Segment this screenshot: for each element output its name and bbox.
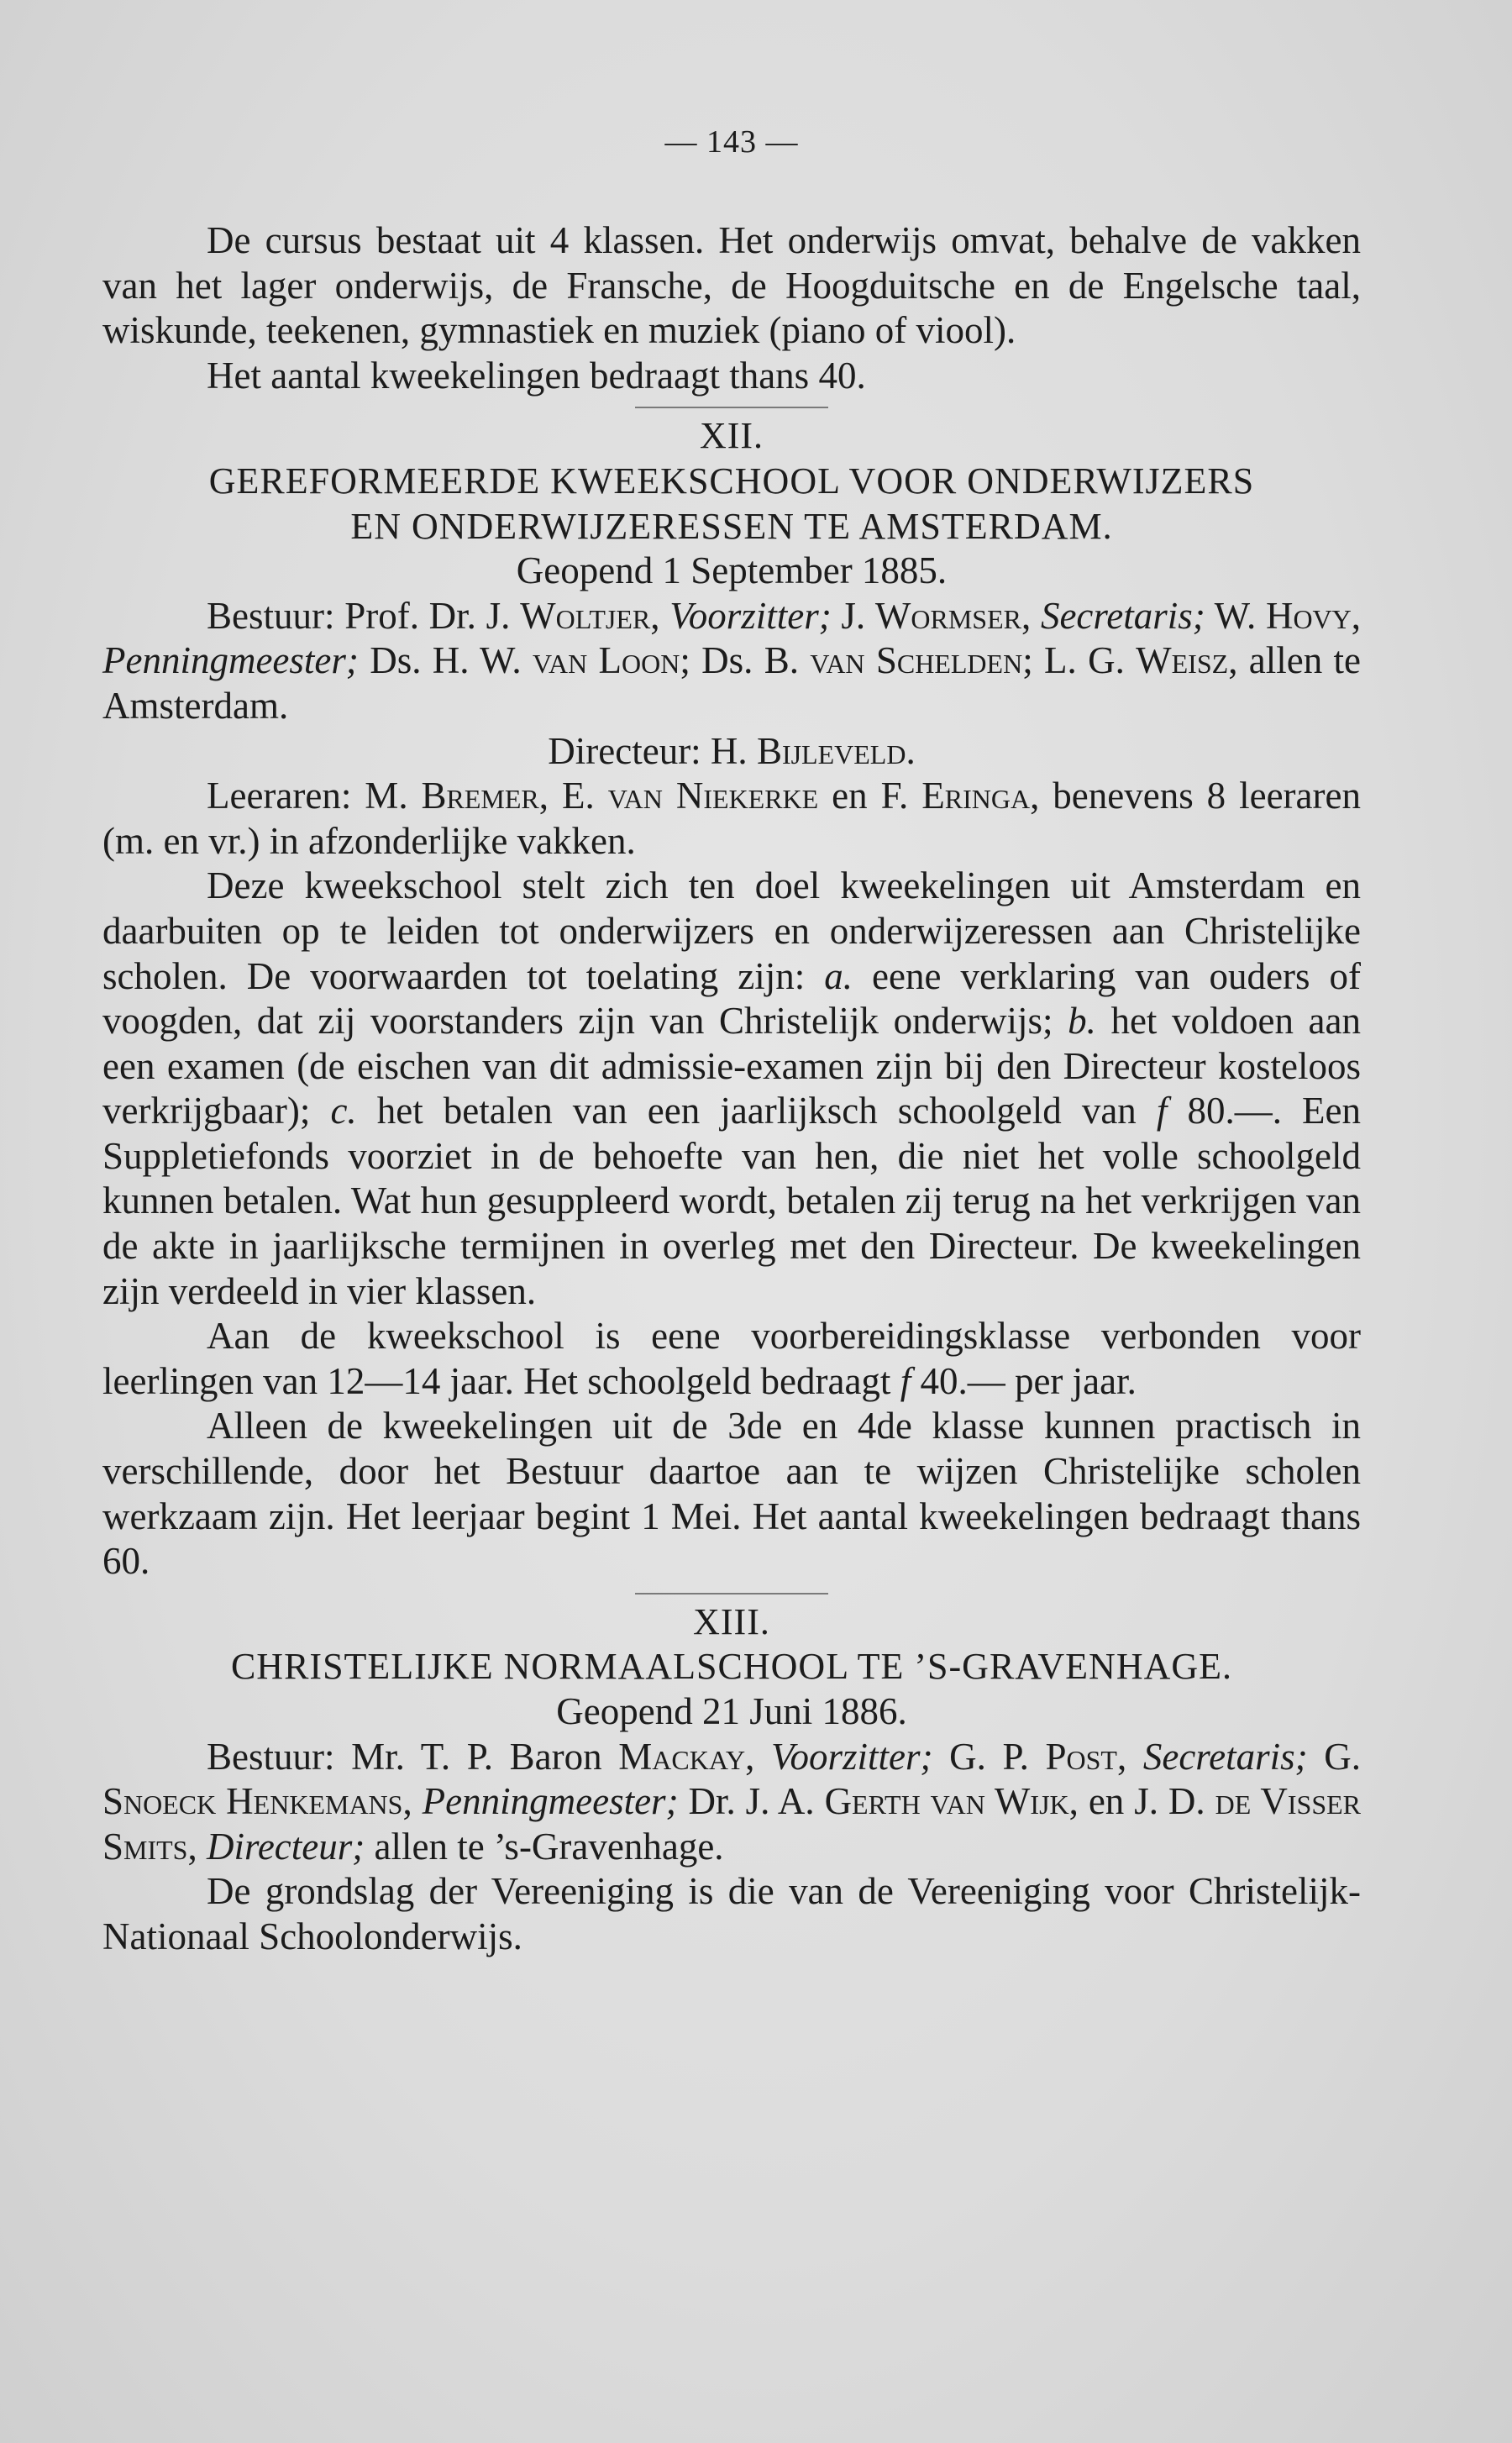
person-name: van Niekerke	[607, 775, 819, 817]
person-name: van Loon	[532, 639, 680, 682]
role-title: Secretaris;	[1142, 1735, 1308, 1778]
text-run: Ds. H. W.	[358, 639, 533, 682]
text-run: het betalen van een jaarlijksch schoolgeld van	[356, 1090, 1157, 1132]
list-letter: c.	[330, 1090, 357, 1132]
person-name: Gerth van Wijk	[824, 1780, 1069, 1823]
text-run: G. P.	[932, 1735, 1046, 1778]
person-name: Wormser	[874, 594, 1021, 637]
section-title-line: CHRISTELIJKE NORMAALSCHOOL TE ’S-GRAVENHAGE.	[230, 1646, 1233, 1688]
paragraph-bestuur: Bestuur: Mr. T. P. Baron Mackay, Voorzitter; G. P. Post, Secretaris; G. Snoeck Henkemans, Penningmeester; Dr. J. A. Gerth van Wijk, en J. D. de Visser Smits, Directeur; allen te ’s-Gravenhage.	[102, 1735, 1362, 1868]
person-name: Hovy	[1265, 594, 1352, 637]
role-title: Penningmeester;	[422, 1780, 679, 1823]
leeraren-label: Leeraren: M.	[207, 775, 422, 817]
person-name: Post	[1045, 1735, 1117, 1778]
paragraph-doel	[102, 864, 1361, 1314]
section-title-line: EN ONDERWIJZERESSEN TE AMSTERDAM.	[350, 505, 1113, 547]
text-run: J.	[831, 594, 875, 637]
role-title: Voorzitter;	[771, 1735, 933, 1778]
paragraph-cursus: De cursus bestaat uit 4 klassen. Het onderwijs omvat, behalve de vakken van het lager onderwijs, de Fransche, de Hoogduitsche en de Engelsche taal, wiskunde, teekenen, gymnastiek en muziek (piano of viool).	[102, 219, 1361, 352]
person-name: Weisz	[1136, 639, 1229, 682]
role-title: Penningmeester;	[102, 639, 359, 682]
person-name: Eringa	[921, 775, 1031, 817]
text-column	[102, 126, 1361, 1960]
paragraph-directeur	[102, 729, 1361, 775]
list-letter: a.	[824, 954, 853, 997]
text-run: Aan de kweekschool is eene voorbereidingsklasse verbonden voor leerlingen van 12—14 jaar. Het schoolgeld bedraagt	[102, 1315, 1361, 1402]
person-name: Woltjer	[520, 594, 651, 637]
text-run: allen te ’s-Gravenhage.	[365, 1825, 724, 1868]
person-name: Mackay	[618, 1735, 746, 1778]
paragraph-leeraren	[102, 774, 1361, 864]
person-name: de Visser Smits	[102, 1780, 1362, 1868]
florin-sign: f	[1156, 1090, 1168, 1132]
person-name: van Schelden	[810, 639, 1023, 682]
text-run: Deze kweekschool stelt zich ten doel kweekelingen uit Amsterdam en daarbuiten op te leiden tot onderwijzers en onderwijzeressen aan Christelijke scholen. De voorwaarden tot toelating zijn:	[102, 864, 1361, 997]
paragraph-bestuur: Bestuur: Prof. Dr. J. Woltjer, Voorzitter; J. Wormser, Secretaris; W. Hovy, Penningmeester; Ds. H. W. van Loon; Ds. B. van Schelden; L. G. Weisz, allen te Amsterdam.	[102, 594, 1362, 727]
section-number: XIII.	[693, 1600, 770, 1642]
text-run: en F.	[818, 775, 922, 817]
section-number: XII.	[699, 415, 764, 457]
text-run: .	[906, 729, 916, 772]
page-number: — 143 —	[664, 124, 799, 160]
person-name: Bremer	[421, 775, 539, 817]
bestuur-label: Bestuur: Mr. T. P. Baron	[207, 1735, 619, 1778]
paragraph-aantal: Het aantal kweekelingen bedraagt thans 40.	[207, 354, 866, 397]
text-run: ; L. G.	[1022, 639, 1137, 682]
opening-date: Geopend 21 Juni 1886.	[556, 1690, 907, 1732]
bestuur-label: Bestuur: Prof. Dr. J.	[207, 594, 521, 637]
paragraph-alleen: Alleen de kweekelingen uit de 3de en 4de klasse kunnen practisch in verschillende, door het Bestuur daartoe aan te wijzen Christelijke scholen werkzaam zijn. Het leerjaar begint 1 Mei. Het aantal kweekelingen bedraagt thans 60.	[102, 1405, 1361, 1583]
text-run: , en J. D.	[1068, 1780, 1215, 1823]
opening-date: Geopend 1 September 1885.	[516, 549, 948, 592]
text-run: , benevens 8 leeraren (m. en vr.) in afzonderlijke vakken.	[102, 775, 1361, 862]
text-run: het voldoen aan een examen (de eischen van dit admissie-examen zijn bij den Directeur kosteloos verkrijgbaar);	[102, 1000, 1361, 1132]
text-run: ; Ds. B.	[680, 639, 811, 682]
person-name: Snoeck Henkemans	[102, 1780, 403, 1823]
text-run: eene verklaring van ouders of voogden, dat zij voorstanders zijn van Christelijk onderwijs;	[102, 954, 1361, 1043]
directeur-label: Directeur: H.	[548, 729, 757, 772]
role-title: Directeur;	[206, 1825, 365, 1868]
person-name: Bijleveld	[756, 729, 906, 772]
text-run: G.	[1307, 1735, 1362, 1778]
text-run: , E.	[538, 775, 608, 817]
text-run: W.	[1205, 594, 1266, 637]
role-title: Voorzitter;	[669, 594, 832, 637]
text-run: 80.—. Een Suppletiefonds voorziet in de behoefte van hen, die niet het volle schoolgeld kunnen betalen. Wat hun gesuppleerd wordt, betalen zij terug na het verkrijgen van de akte in jaarlijksche termijnen in overleg met den Directeur. De kweekelingen zijn verdeeld in vier klassen.	[102, 1090, 1361, 1312]
paragraph-grondslag: De grondslag der Vereeniging is die van de Vereeniging voor Christelijk-Nationaal Schoolonderwijs.	[102, 1870, 1361, 1957]
paragraph-voorbereiding	[102, 1314, 1361, 1404]
role-title: Secretaris;	[1040, 594, 1205, 637]
text-run: 40.— per jaar.	[911, 1359, 1137, 1402]
section-divider	[635, 1593, 828, 1595]
section-title-line: GEREFORMEERDE KWEEKSCHOOL VOOR ONDERWIJZERS	[208, 460, 1255, 502]
section-divider	[635, 407, 828, 408]
text-run: Dr. J. A.	[678, 1780, 825, 1823]
list-letter: b.	[1068, 1000, 1096, 1043]
florin-sign: f	[900, 1359, 911, 1402]
text-run: , allen te Amsterdam.	[102, 639, 1362, 727]
